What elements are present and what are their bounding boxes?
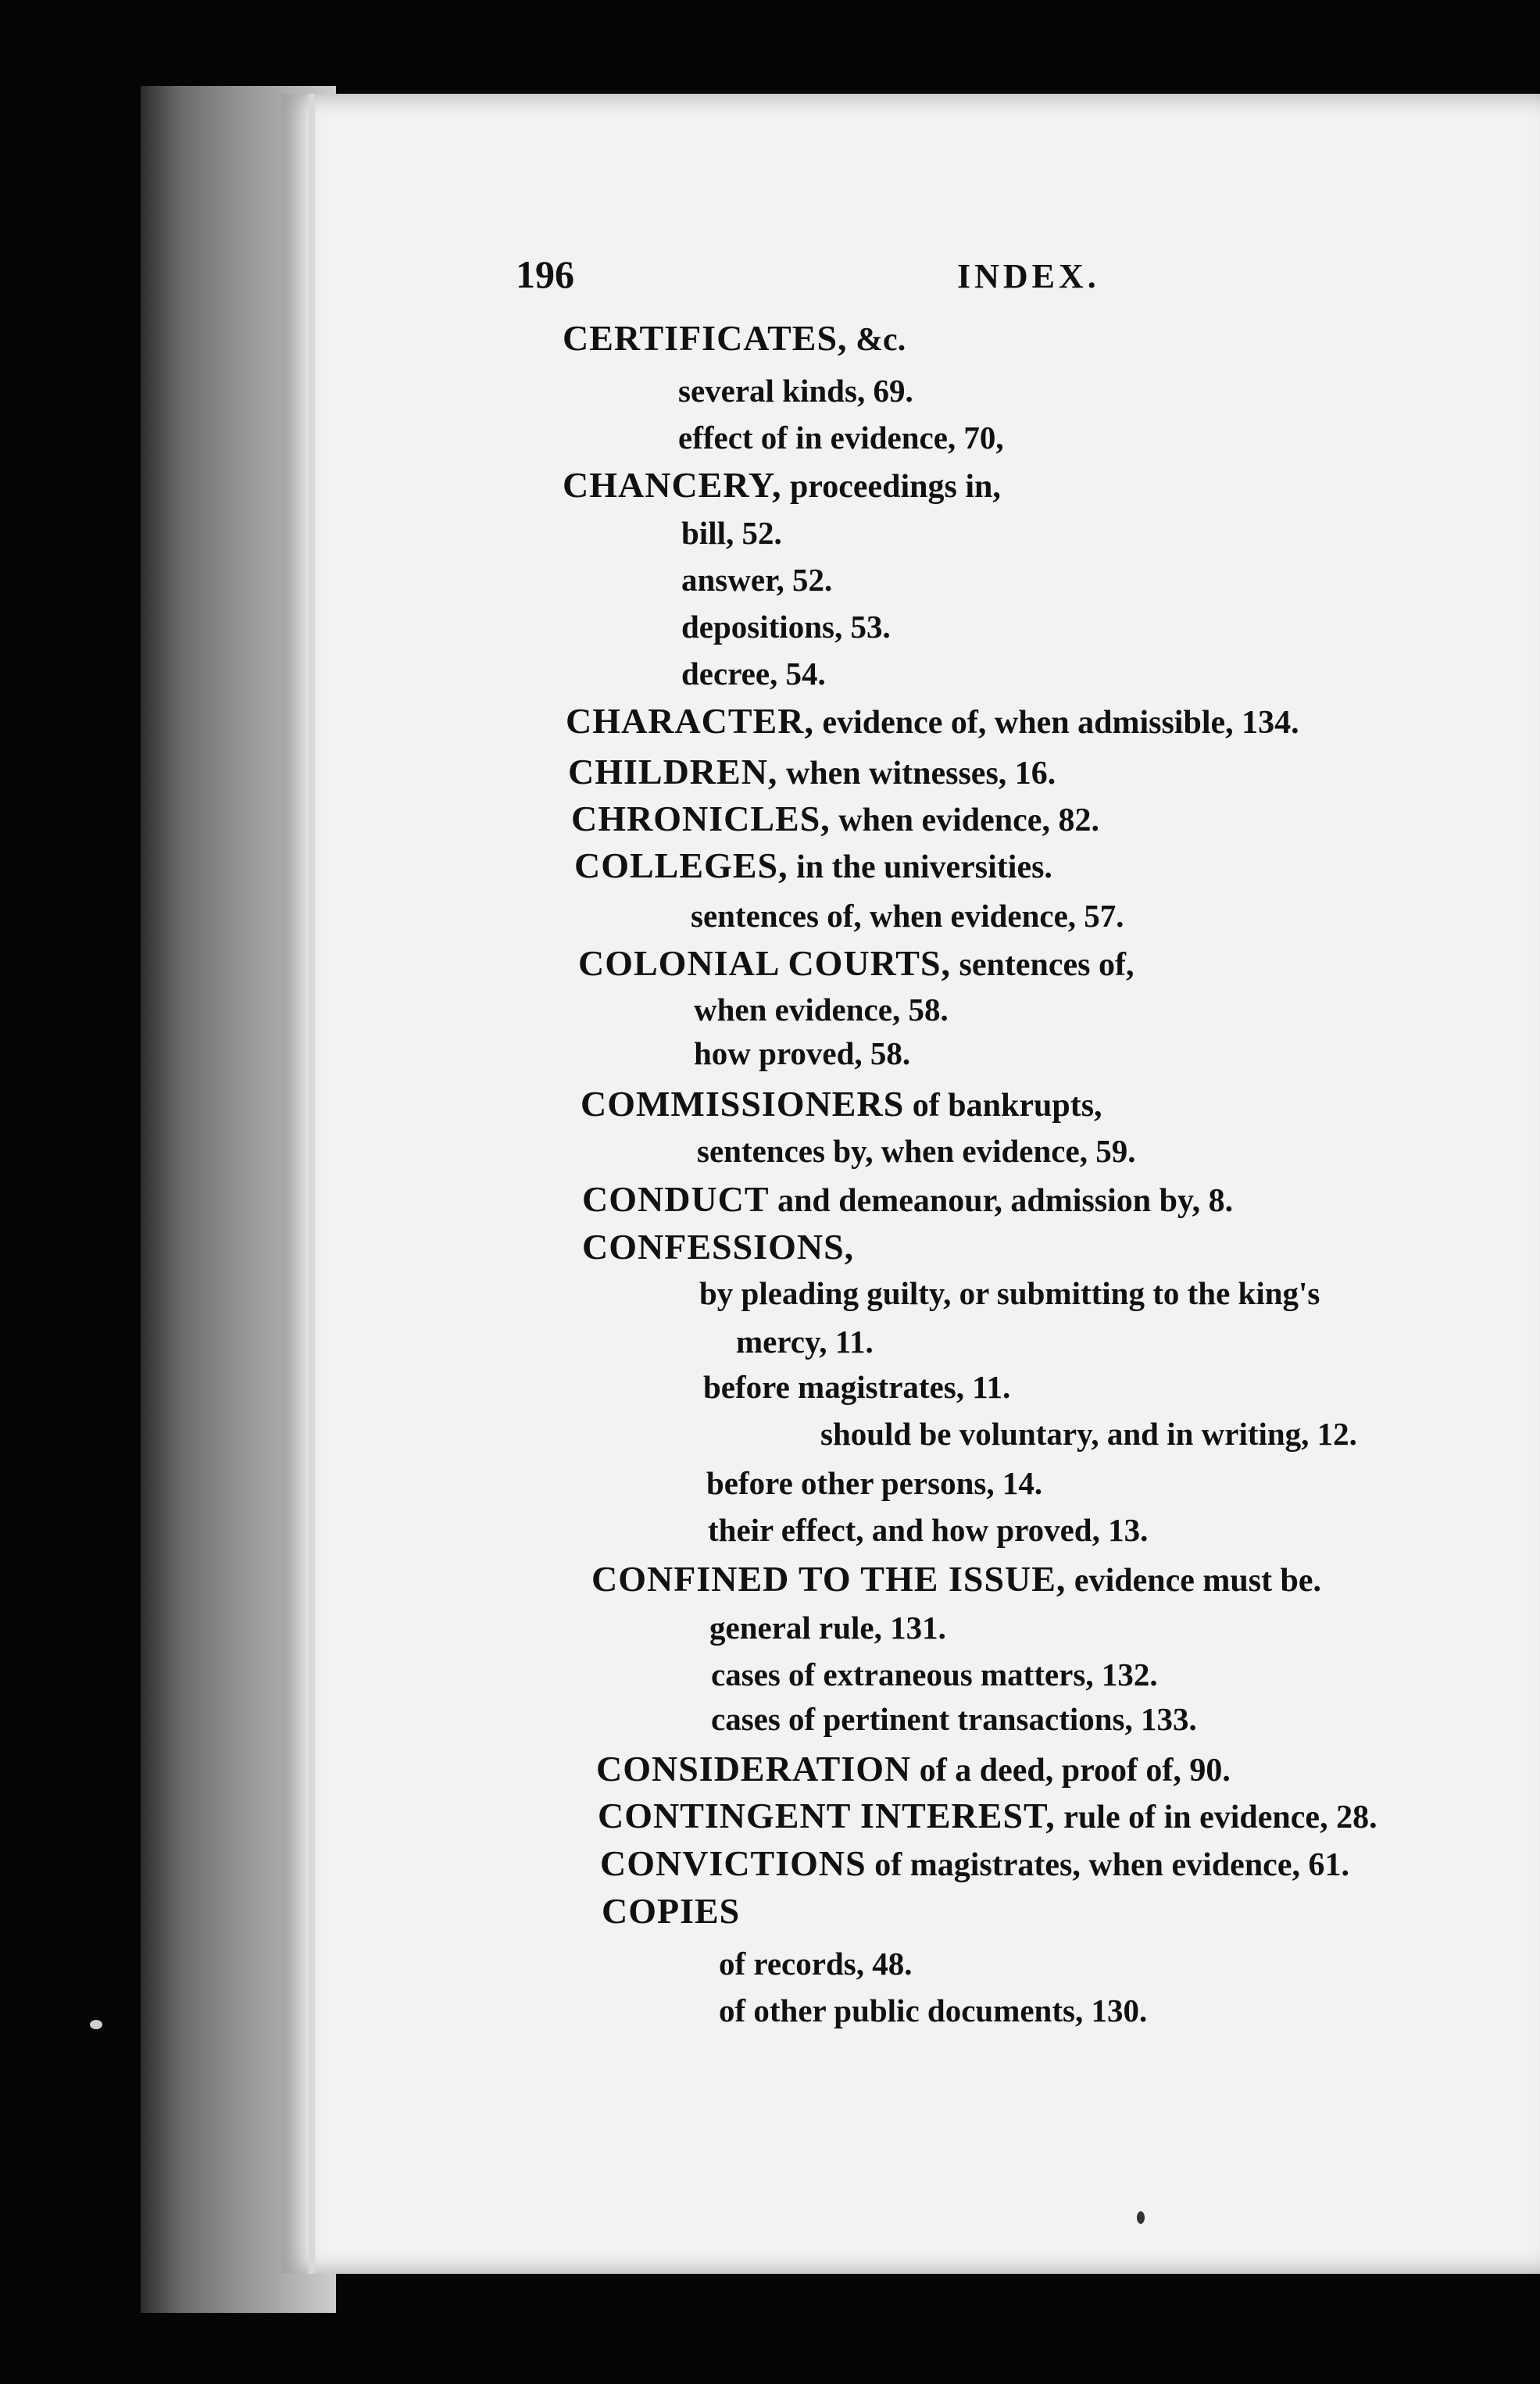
entry-text: evidence must be. — [1066, 1563, 1322, 1599]
entry-heading: COPIES — [602, 1891, 741, 1931]
entry-heading: CHRONICLES, — [571, 799, 831, 838]
index-subentry: sentences by, when evidence, 59. — [697, 1133, 1136, 1169]
entry-heading: CERTIFICATES, — [563, 318, 848, 358]
running-head: INDEX. — [957, 257, 1100, 295]
index-subentry: effect of in evidence, 70, — [678, 420, 1004, 456]
index-entry — [563, 467, 1001, 503]
index-subentry: several kinds, 69. — [678, 373, 913, 409]
entry-text: rule of in evidence, 28. — [1055, 1800, 1377, 1835]
entry-text: of a deed, proof of, 90. — [911, 1753, 1231, 1789]
entry-heading: CONTINGENT INTEREST, — [598, 1796, 1056, 1835]
index-subentry: by pleading guilty, or submitting to the king's — [699, 1275, 1320, 1311]
index-subentry: when evidence, 58. — [694, 992, 949, 1028]
entry-heading: CONDUCT — [582, 1179, 770, 1219]
index-subentry: should be voluntary, and in writing, 12. — [820, 1416, 1357, 1452]
index-entry — [582, 1181, 1233, 1217]
entry-heading: CHANCERY, — [563, 465, 782, 505]
index-entry — [602, 1893, 740, 1929]
ink-mark — [1137, 2211, 1145, 2224]
index-subentry: of other public documents, 130. — [719, 1993, 1148, 2028]
index-entry — [568, 754, 1056, 790]
index-subentry: how proved, 58. — [694, 1035, 911, 1071]
index-entry — [598, 1798, 1377, 1834]
index-subentry: sentences of, when evidence, 57. — [691, 898, 1124, 934]
index-subentry: bill, 52. — [681, 515, 782, 551]
index-subentry: cases of extraneous matters, 132. — [711, 1657, 1158, 1692]
index-subentry: depositions, 53. — [681, 609, 891, 645]
index-subentry: general rule, 131. — [709, 1610, 946, 1646]
entry-text: sentences of, — [951, 947, 1134, 983]
entry-text: &c. — [847, 322, 906, 358]
index-entry — [591, 1561, 1321, 1597]
entry-text: and demeanour, admission by, 8. — [769, 1183, 1234, 1219]
page-number: 196 — [516, 252, 574, 296]
entry-text: when evidence, 82. — [830, 802, 1099, 838]
entry-heading: CHARACTER, — [566, 701, 814, 741]
index-subentry: their effect, and how proved, 13. — [708, 1512, 1149, 1548]
index-entry — [581, 1086, 1102, 1122]
entry-text: in the universities. — [788, 849, 1052, 885]
entry-text: evidence of, when admissible, 134. — [813, 705, 1299, 741]
index-entry — [563, 320, 906, 356]
entry-text: proceedings in, — [781, 469, 1001, 505]
entry-heading: COMMISSIONERS — [581, 1084, 905, 1124]
entry-heading: CHILDREN, — [568, 752, 778, 792]
index-entry — [578, 945, 1134, 981]
entry-heading: COLLEGES, — [574, 845, 788, 885]
index-entry — [582, 1229, 854, 1265]
entry-text: of magistrates, when evidence, 61. — [866, 1847, 1349, 1883]
index-subentry: answer, 52. — [681, 562, 833, 598]
scan-speck — [90, 2020, 102, 2029]
index-entry — [571, 801, 1099, 837]
entry-heading: CONVICTIONS — [600, 1843, 866, 1883]
index-subentry: of records, 48. — [719, 1946, 913, 1982]
index-entry — [566, 703, 1299, 739]
index-subentry: before magistrates, 11. — [703, 1369, 1011, 1405]
index-entry — [596, 1751, 1231, 1787]
entry-heading: CONSIDERATION — [596, 1749, 912, 1789]
index-subentry: before other persons, 14. — [706, 1465, 1043, 1501]
index-entry — [600, 1843, 1349, 1883]
entry-heading: CONFESSIONS, — [582, 1227, 855, 1267]
entry-heading: COLONIAL COURTS, — [578, 943, 952, 983]
index-subentry: mercy, 11. — [736, 1324, 874, 1360]
index-subentry: cases of pertinent transactions, 133. — [711, 1701, 1197, 1737]
entry-text: of bankrupts, — [904, 1088, 1102, 1124]
entry-heading: CONFINED TO THE ISSUE, — [591, 1559, 1067, 1599]
index-subentry: decree, 54. — [681, 656, 826, 692]
entry-text: when witnesses, 16. — [777, 756, 1056, 792]
index-entry — [574, 845, 1052, 885]
